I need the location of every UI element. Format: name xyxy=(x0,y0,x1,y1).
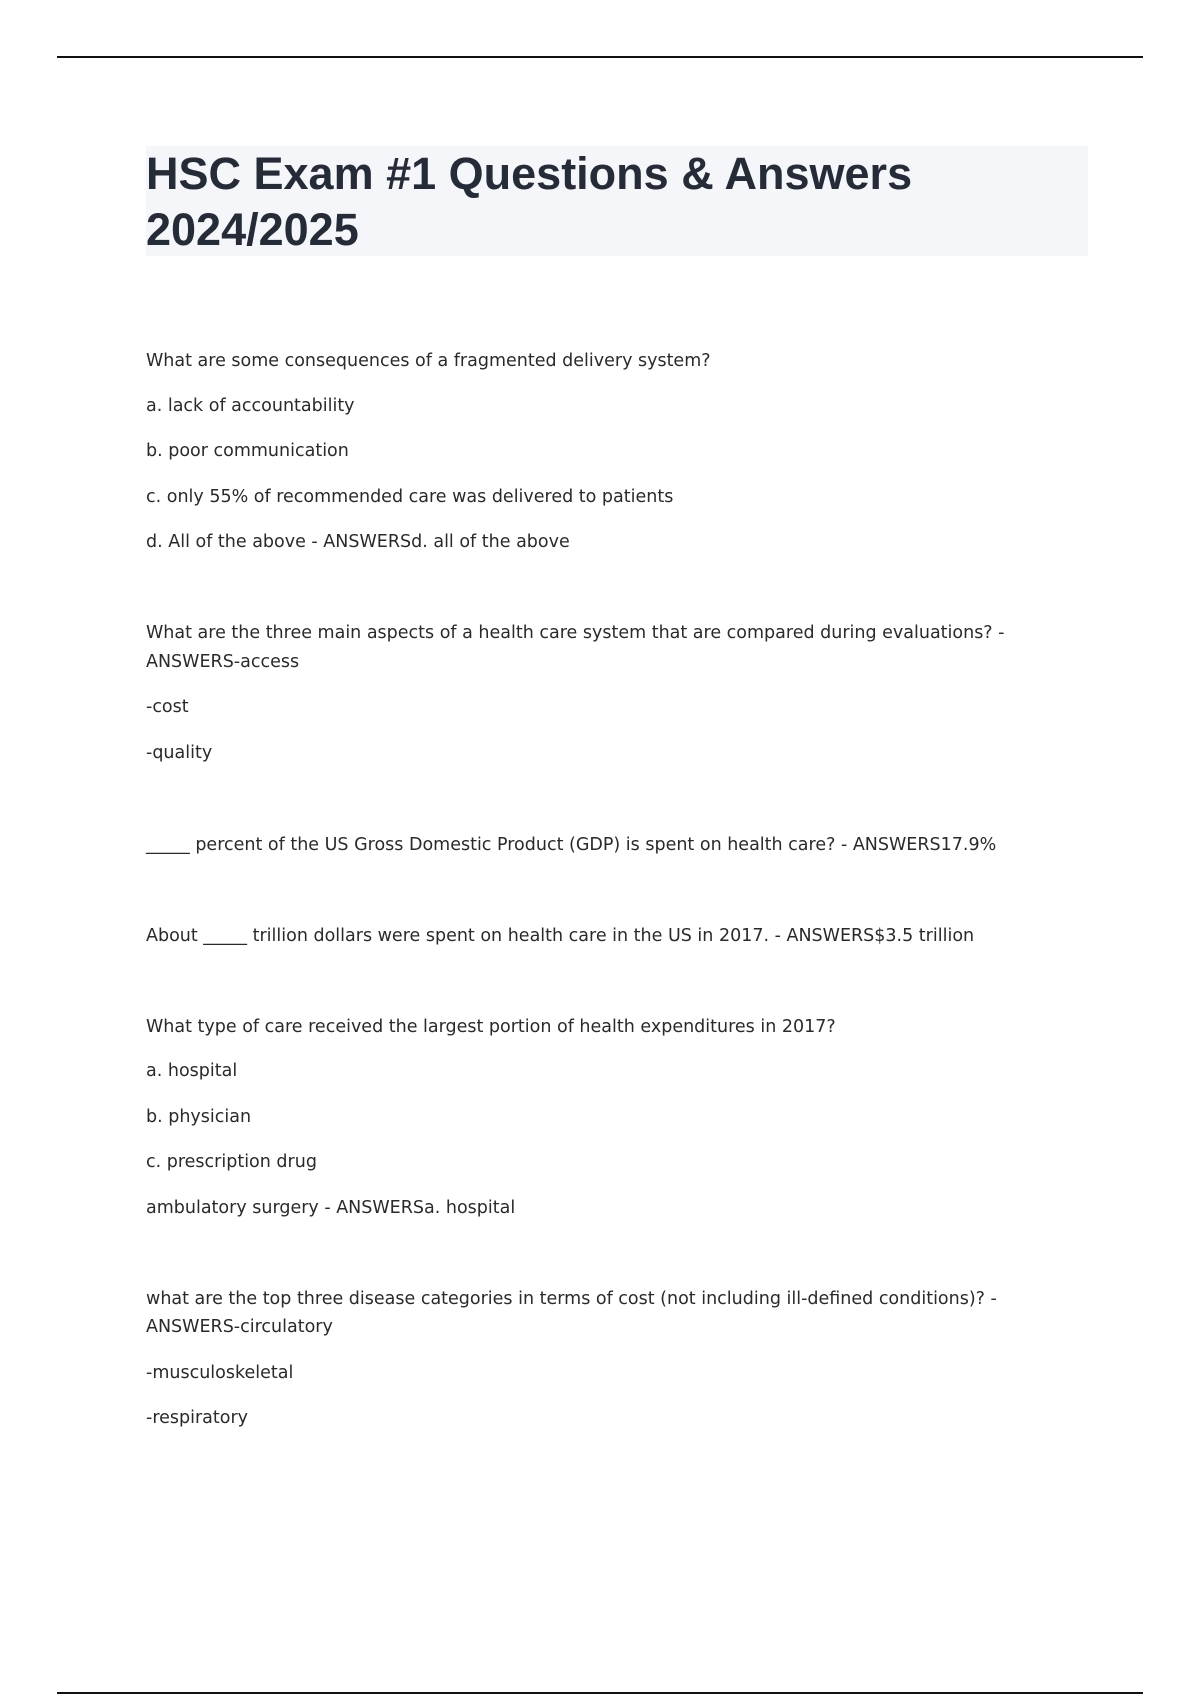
answer-line: -respiratory xyxy=(146,1408,249,1428)
question-answer-text: _____ percent of the US Gross Domestic Product (GDP) is spent on health care? - ANSWERS17.9% xyxy=(146,835,997,855)
question-answer-text: About _____ trillion dollars were spent on health care in the US in 2017. - ANSWERS$3.5 trillion xyxy=(146,926,975,946)
question-text: What type of care received the largest portion of health expenditures in 2017? xyxy=(146,1017,836,1037)
option-c: c. only 55% of recommended care was delivered to patients xyxy=(146,487,674,507)
top-rule xyxy=(57,56,1143,58)
option-a: a. lack of accountability xyxy=(146,396,355,416)
answer-line: ANSWERS-access xyxy=(146,652,300,672)
option-answer: ambulatory surgery - ANSWERSa. hospital xyxy=(146,1198,516,1218)
answer-line: ANSWERS-circulatory xyxy=(146,1317,333,1337)
answer-line: -cost xyxy=(146,697,189,717)
document-title xyxy=(146,146,1088,258)
question-text: What are the three main aspects of a health care system that are compared during evaluations? - xyxy=(146,623,1005,643)
option-c: c. prescription drug xyxy=(146,1152,317,1172)
answer-line: -quality xyxy=(146,743,213,763)
question-text: What are some consequences of a fragmented delivery system? xyxy=(146,351,711,371)
answer-line: -musculoskeletal xyxy=(146,1363,294,1383)
option-b: b. physician xyxy=(146,1107,252,1127)
title-line-1: HSC Exam #1 Questions & Answers xyxy=(146,148,913,199)
question-text: what are the top three disease categories in terms of cost (not including ill-defined conditions)? - xyxy=(146,1289,997,1309)
bottom-rule xyxy=(57,1692,1143,1694)
option-d-answer: d. All of the above - ANSWERSd. all of the above xyxy=(146,532,570,552)
title-line-2: 2024/2025 xyxy=(146,204,359,255)
option-b: b. poor communication xyxy=(146,441,349,461)
option-a: a. hospital xyxy=(146,1061,238,1081)
title-box xyxy=(146,146,1088,256)
